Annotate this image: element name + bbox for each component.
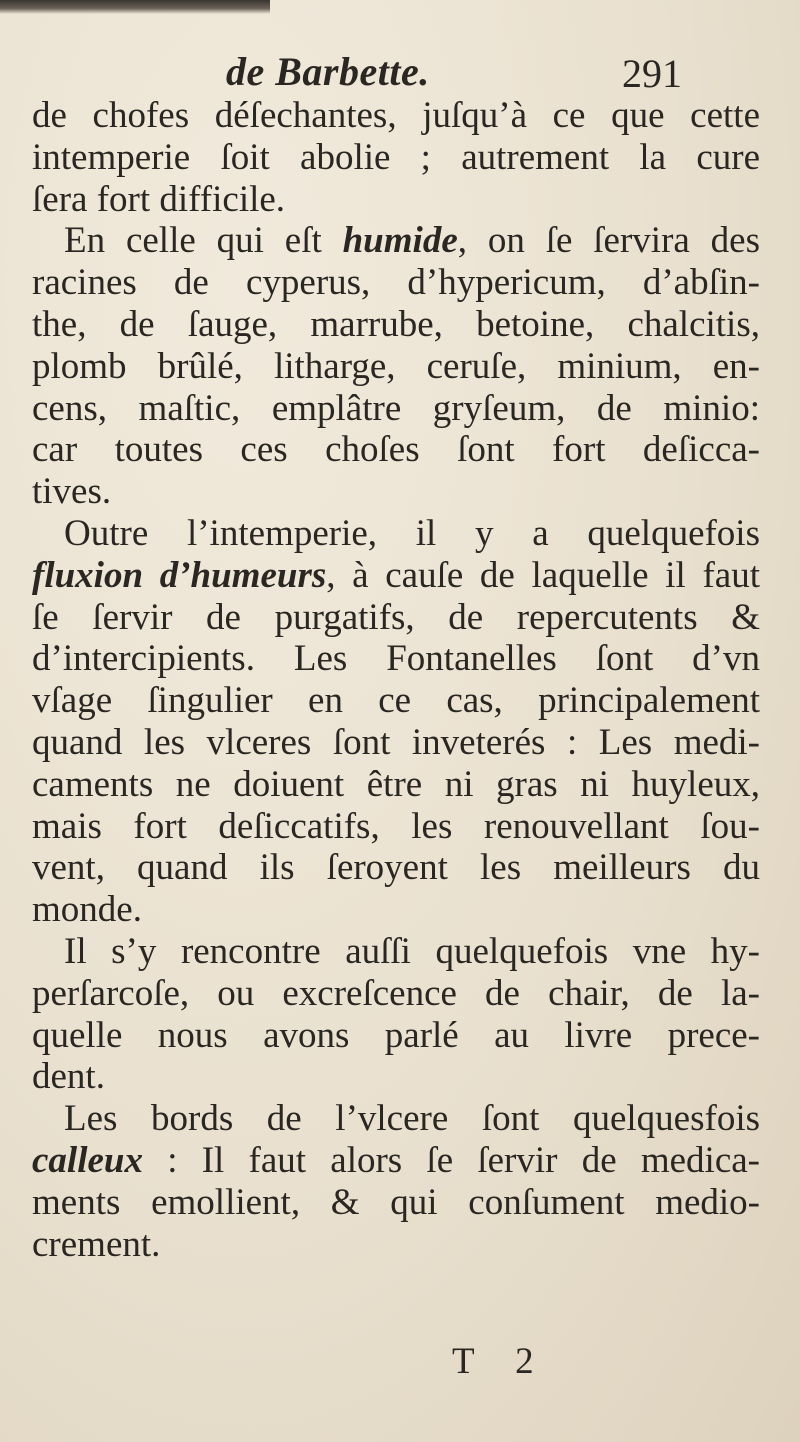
text-line: quand les vlceres ſont inveterés : Les medi- (32, 721, 760, 763)
page-number: 291 (622, 51, 682, 96)
text-line: mais fort deſiccatifs, les renouvellant ſou- (32, 805, 760, 847)
running-title: de Barbette. (226, 49, 430, 94)
text-segment: , on ſe ſervira des (457, 220, 760, 262)
text-segment: En celle qui eſt (64, 220, 343, 262)
text-line: ſera fort difficile. (32, 178, 286, 220)
italic-term: calleux (32, 1139, 143, 1181)
text-line (32, 1140, 760, 1182)
text-line: intemperie ſoit abolie ; autrement la cure (32, 136, 760, 178)
text-line: de chofes déſechantes, juſqu’à ce que cette (32, 95, 760, 136)
text-line: vent, quand ils ſeroyent les meilleurs du (32, 847, 760, 889)
text-line: d’intercipients. Les Fontanelles ſont d’vn (32, 638, 760, 680)
text-line: Il s’y rencontre auſſi quelquefois vne hy- (64, 930, 760, 972)
text-line: monde. (32, 889, 142, 931)
text-line: racines de cyperus, d’hypericum, d’abſin- (32, 262, 760, 304)
text-line: car toutes ces choſes ſont fort deſicca- (32, 429, 760, 471)
text-line: perſarcoſe, ou excreſcence de chair, de la- (32, 972, 760, 1014)
text-line: dent. (32, 1056, 105, 1098)
italic-term: fluxion d’humeurs (32, 554, 327, 596)
text-line: caments ne doiuent être ni gras ni huyleux, (32, 763, 760, 805)
text-line: the, de ſauge, marrube, betoine, chalcitis, (32, 303, 760, 345)
text-line: vſage ſingulier en ce cas, principalement (32, 680, 760, 722)
text-line: crement. (32, 1223, 161, 1265)
page-edge-shadow (0, 0, 270, 14)
text-line (32, 220, 760, 262)
text-line: plomb brûlé, litharge, ceruſe, minium, en- (32, 345, 760, 387)
text-line: Les bords de l’vlcere ſont quelquesfois (64, 1098, 760, 1140)
text-line: quelle nous avons parlé au livre prece- (32, 1014, 760, 1056)
page-header (0, 40, 800, 100)
text-line: cens, maſtic, emplâtre gryſeum, de minio: (32, 387, 760, 429)
text-line (32, 555, 760, 597)
signature-mark: T 2 (452, 1341, 550, 1382)
text-line: Outre l’intemperie, il y a quelquefois (64, 512, 760, 554)
text-segment: , à cauſe de laquelle il faut (326, 554, 760, 596)
text-segment: : Il faut alors ſe ſervir de medica- (142, 1139, 760, 1181)
text-line: tives. (32, 471, 112, 513)
text-body (32, 95, 760, 1265)
text-line: ſe ſervir de purgatifs, de repercutents & (32, 596, 760, 638)
italic-term: humide (342, 220, 458, 262)
text-line: ments emollient, & qui conſument medio- (32, 1181, 760, 1223)
